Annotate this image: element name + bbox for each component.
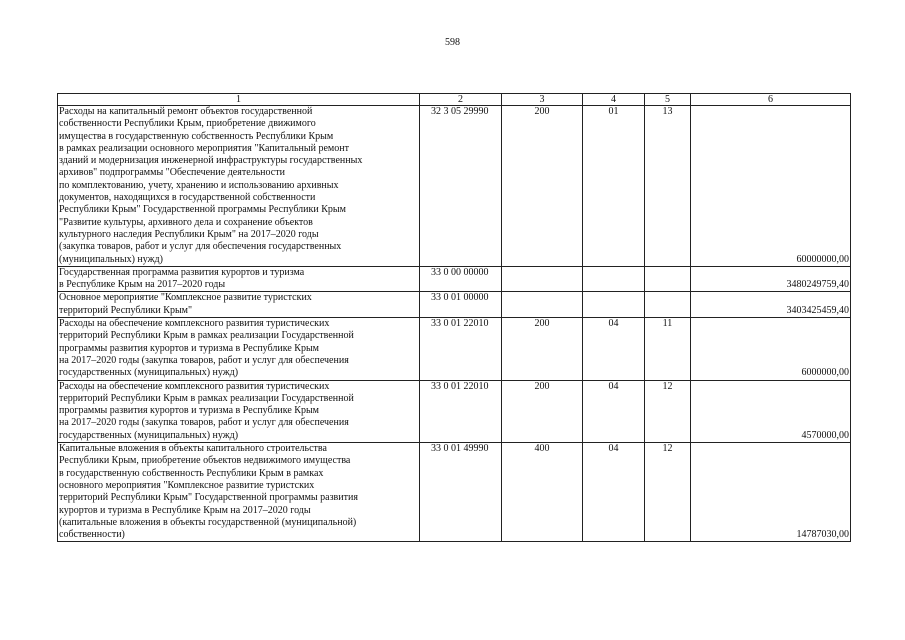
- expense-name-line: Государственная программа развития курортов и туризма: [59, 266, 305, 278]
- subsection-cell: 12: [645, 443, 691, 542]
- expense-name-line: по комплектованию, учету, хранению и использованию архивных: [59, 179, 339, 191]
- expense-name-line: Капитальные вложения в объекты капитального строительства: [59, 443, 327, 455]
- table-row: [58, 292, 851, 318]
- expense-name-line: на 2017–2020 годы (закупка товаров, работ и услуг для обеспечения: [59, 354, 349, 366]
- expense-name-line: территорий Республики Крым в рамках реализации Государственной: [59, 330, 354, 342]
- expense-name-line: государственных (муниципальных) нужд): [59, 429, 239, 441]
- expense-name-cell: [58, 318, 420, 380]
- section-cell: 04: [583, 443, 645, 542]
- section-cell: 04: [583, 380, 645, 442]
- target-article-cell: 32 3 05 29990: [420, 106, 502, 267]
- expense-type-cell: [502, 292, 583, 318]
- expense-name-line: зданий и модернизация инженерной инфраструктуры государственных: [59, 155, 363, 167]
- expense-name-cell: [58, 380, 420, 442]
- expense-type-cell: 400: [502, 443, 583, 542]
- amount-cell: 14787030,00: [691, 443, 851, 542]
- expense-name-cell: [58, 266, 420, 292]
- column-header: 4: [583, 94, 645, 106]
- column-header: 2: [420, 94, 502, 106]
- subsection-cell: 13: [645, 106, 691, 267]
- expense-type-cell: [502, 266, 583, 292]
- expense-name-line: культурного наследия Республики Крым" на 2017–2020 годы: [59, 228, 319, 240]
- expense-name-line: в рамках реализации основного мероприятия "Капитальный ремонт: [59, 142, 349, 154]
- target-article-cell: 33 0 01 22010: [420, 380, 502, 442]
- expense-name-line: "Развитие культуры, архивного дела и сохранение объектов: [59, 216, 313, 228]
- table-row: [58, 380, 851, 442]
- expense-name-line: собственности): [59, 529, 125, 541]
- budget-table: [57, 93, 851, 542]
- expense-name-cell: [58, 292, 420, 318]
- subsection-cell: [645, 292, 691, 318]
- expense-name-line: государственных (муниципальных) нужд): [59, 367, 239, 379]
- section-cell: [583, 292, 645, 318]
- expense-name-line: программы развития курортов и туризма в Республике Крым: [59, 405, 319, 417]
- expense-name-cell: [58, 443, 420, 542]
- table-row: [58, 318, 851, 380]
- expense-name-line: (капитальные вложения в объекты государственной (муниципальной): [59, 516, 357, 528]
- page-number: 598: [445, 37, 460, 48]
- table-row: [58, 266, 851, 292]
- expense-name-line: курортов и туризма в Республике Крым на 2017–2020 годы: [59, 504, 311, 516]
- expense-name-line: в Республике Крым на 2017–2020 годы: [59, 279, 226, 291]
- expense-name-line: в государственную собственность Республики Крым в рамках: [59, 467, 324, 479]
- column-header: 5: [645, 94, 691, 106]
- column-number-row: [58, 94, 851, 106]
- table-row: [58, 106, 851, 267]
- section-cell: 01: [583, 106, 645, 267]
- expense-name-line: собственности Республики Крым, приобретение движимого: [59, 118, 316, 130]
- column-header: 1: [58, 94, 420, 106]
- amount-cell: 60000000,00: [691, 106, 851, 267]
- amount-cell: 3480249759,40: [691, 266, 851, 292]
- expense-name-line: Расходы на обеспечение комплексного развития туристических: [59, 380, 330, 392]
- expense-type-cell: 200: [502, 106, 583, 267]
- target-article-cell: 33 0 01 49990: [420, 443, 502, 542]
- amount-cell: 4570000,00: [691, 380, 851, 442]
- expense-name-line: (муниципальных) нужд): [59, 253, 163, 265]
- expense-name-line: архивов" подпрограммы "Обеспечение деятельности: [59, 167, 285, 179]
- amount-cell: 3403425459,40: [691, 292, 851, 318]
- expense-name-line: территорий Республики Крым": [59, 304, 193, 316]
- target-article-cell: 33 0 01 22010: [420, 318, 502, 380]
- section-cell: 04: [583, 318, 645, 380]
- expense-name-line: документов, находящихся в государственной собственности: [59, 192, 316, 204]
- section-cell: [583, 266, 645, 292]
- expense-name-line: имущества в государственную собственность Республики Крым: [59, 130, 334, 142]
- target-article-cell: 33 0 01 00000: [420, 292, 502, 318]
- expense-name-line: на 2017–2020 годы (закупка товаров, работ и услуг для обеспечения: [59, 417, 349, 429]
- expense-name-line: территорий Республики Крым в рамках реализации Государственной: [59, 392, 354, 404]
- column-header: 6: [691, 94, 851, 106]
- column-header: 3: [502, 94, 583, 106]
- amount-cell: 6000000,00: [691, 318, 851, 380]
- expense-type-cell: 200: [502, 318, 583, 380]
- expense-name-line: Расходы на обеспечение комплексного развития туристических: [59, 318, 330, 330]
- table-row: [58, 443, 851, 542]
- target-article-cell: 33 0 00 00000: [420, 266, 502, 292]
- expense-name-line: (закупка товаров, работ и услуг для обеспечения государственных: [59, 241, 342, 253]
- expense-name-line: программы развития курортов и туризма в Республике Крым: [59, 342, 319, 354]
- expense-name-line: Расходы на капитальный ремонт объектов государственной: [59, 106, 313, 117]
- expense-name-line: основного мероприятия "Комплексное развитие туристских: [59, 479, 315, 491]
- expense-type-cell: 200: [502, 380, 583, 442]
- subsection-cell: [645, 266, 691, 292]
- expense-name-line: Основное мероприятие "Комплексное развитие туристских: [59, 292, 312, 304]
- expense-name-line: территорий Республики Крым" Государственной программы развития: [59, 492, 358, 504]
- subsection-cell: 12: [645, 380, 691, 442]
- subsection-cell: 11: [645, 318, 691, 380]
- expense-name-cell: [58, 106, 420, 267]
- expense-name-line: Республики Крым" Государственной программы Республики Крым: [59, 204, 346, 216]
- expense-name-line: Республики Крым, приобретение объектов недвижимого имущества: [59, 455, 351, 467]
